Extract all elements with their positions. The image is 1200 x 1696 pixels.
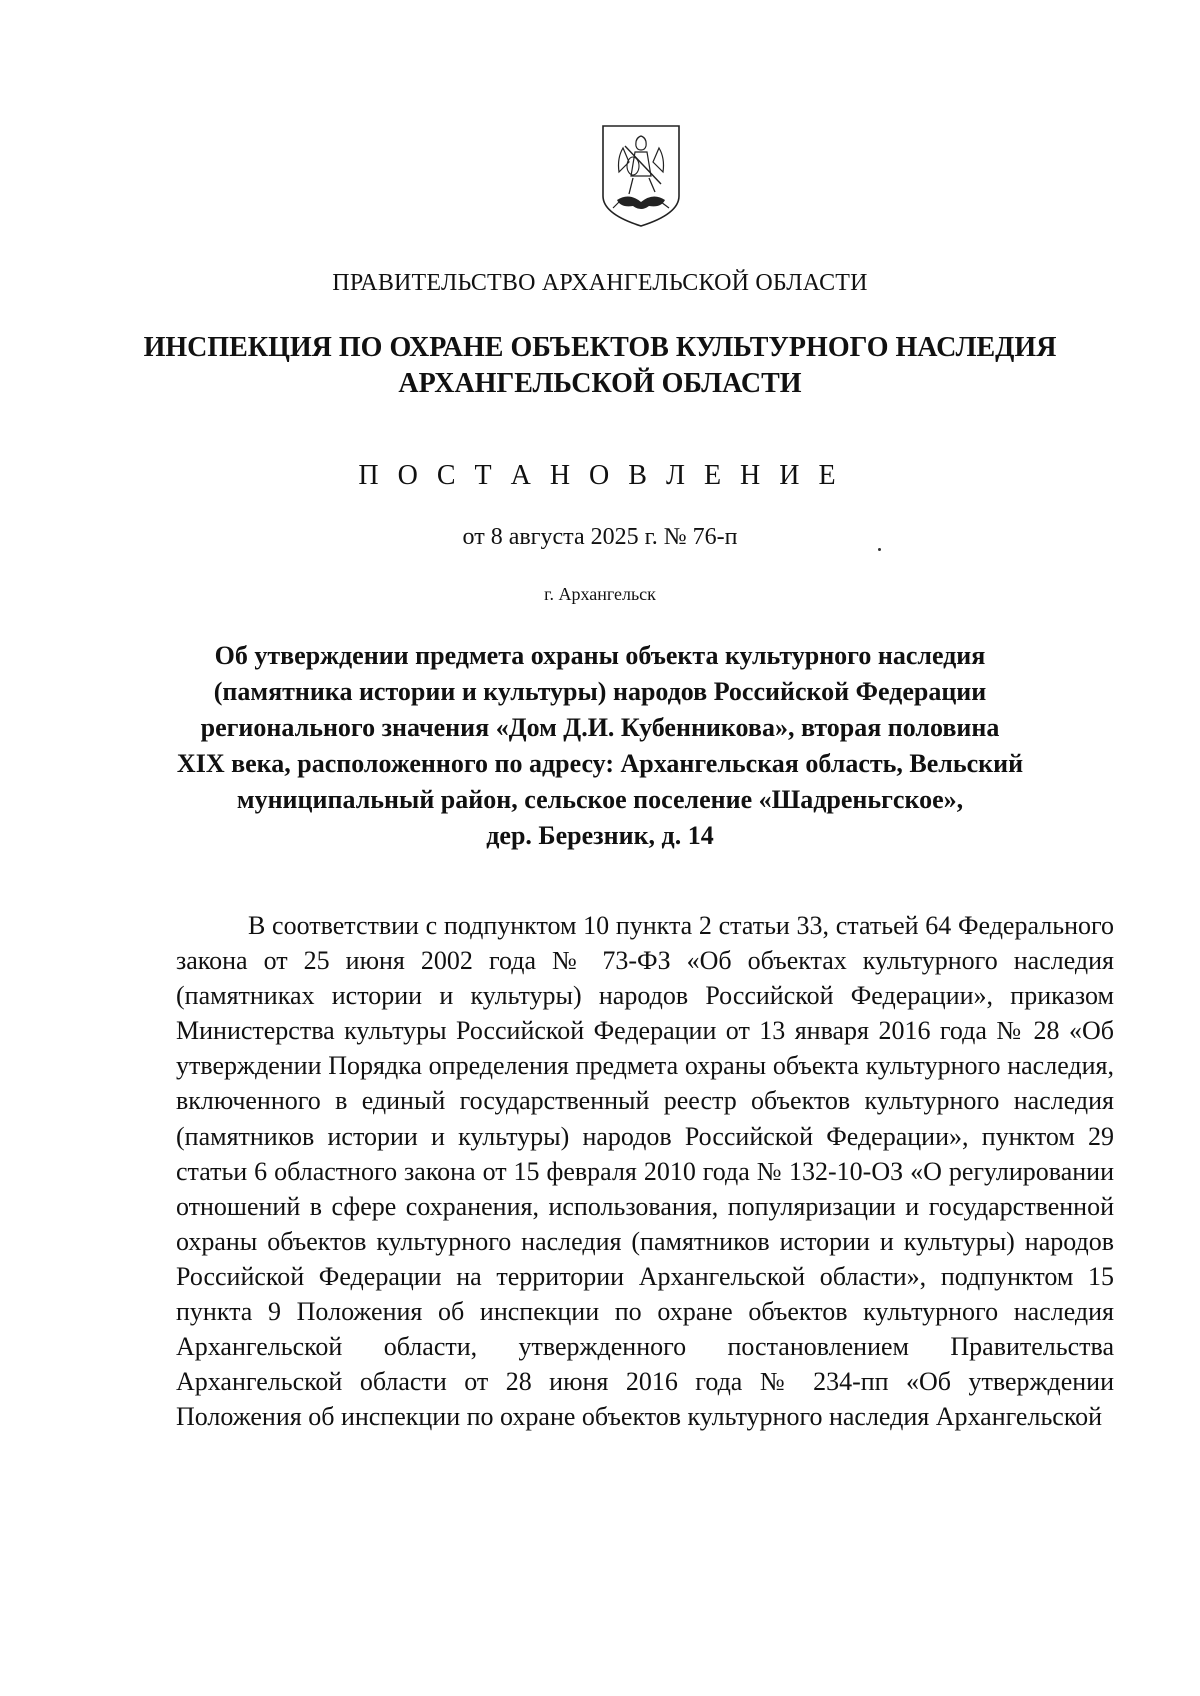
subject-line: регионального значения «Дом Д.И. Кубенникова», вторая половина — [200, 713, 1000, 742]
government-title: ПРАВИТЕЛЬСТВО АРХАНГЕЛЬСКОЙ ОБЛАСТИ — [332, 270, 868, 296]
agency-title-line: ИНСПЕКЦИЯ ПО ОХРАНЕ ОБЪЕКТОВ КУЛЬТУРНОГО НАСЛЕДИЯ — [143, 332, 1057, 363]
document-city: г. Архангельск — [544, 584, 656, 604]
scan-speck — [878, 548, 881, 551]
document-date-number: от 8 августа 2025 г. № 76-п — [462, 524, 738, 550]
subject-line: (памятника истории и культуры) народов Российской Федерации — [213, 677, 987, 706]
subject-line: дер. Березник, д. 14 — [486, 821, 714, 850]
arkhangelsk-coat-of-arms-icon — [599, 122, 683, 230]
subject-line: Об утверждении предмета охраны объекта культурного наследия — [214, 641, 986, 670]
agency-title — [0, 330, 1200, 402]
body-paragraph: В соответствии с подпунктом 10 пункта 2 статьи 33, статьей 64 Федерального закона от 25 июня 2002 года № 73-ФЗ «Об объектах культурного наследия (памятниках истории и культуры) народов Российской Федерации», приказом Министерства культуры Российской Федерации от 13 января 2016 года № 28 «Об утверждении Порядка определения предмета охраны объекта культурного наследия, включенного в единый государственный реестр объектов культурного наследия (памятников истории и культуры) народов Российской Федерации», пунктом 29 статьи 6 областного закона от 15 февраля 2010 года № 132-10-ОЗ «О регулировании отношений в сфере сохранения, использования, популяризации и государственной охраны объектов культурного наследия (памятников истории и культуры) народов Российской Федерации на территории Архангельской области», подпунктом 15 пункта 9 Положения об инспекции по охране объектов культурного наследия Архангельской области, утвержденного постановлением Правительства Архангельской области от 28 июня 2016 года № 234-пп «Об утверждении Положения об инспекции по охране объектов культурного наследия Архангельской — [176, 911, 1114, 1432]
document-subject — [0, 638, 1200, 854]
document-type: П О С Т А Н О В Л Е Н И Е — [358, 460, 842, 491]
agency-title-line: АРХАНГЕЛЬСКОЙ ОБЛАСТИ — [398, 368, 802, 399]
subject-line: муниципальный район, сельское поселение «Шадреньгское», — [236, 785, 964, 814]
subject-line: XIX века, расположенного по адресу: Архангельская область, Вельский — [176, 749, 1024, 778]
